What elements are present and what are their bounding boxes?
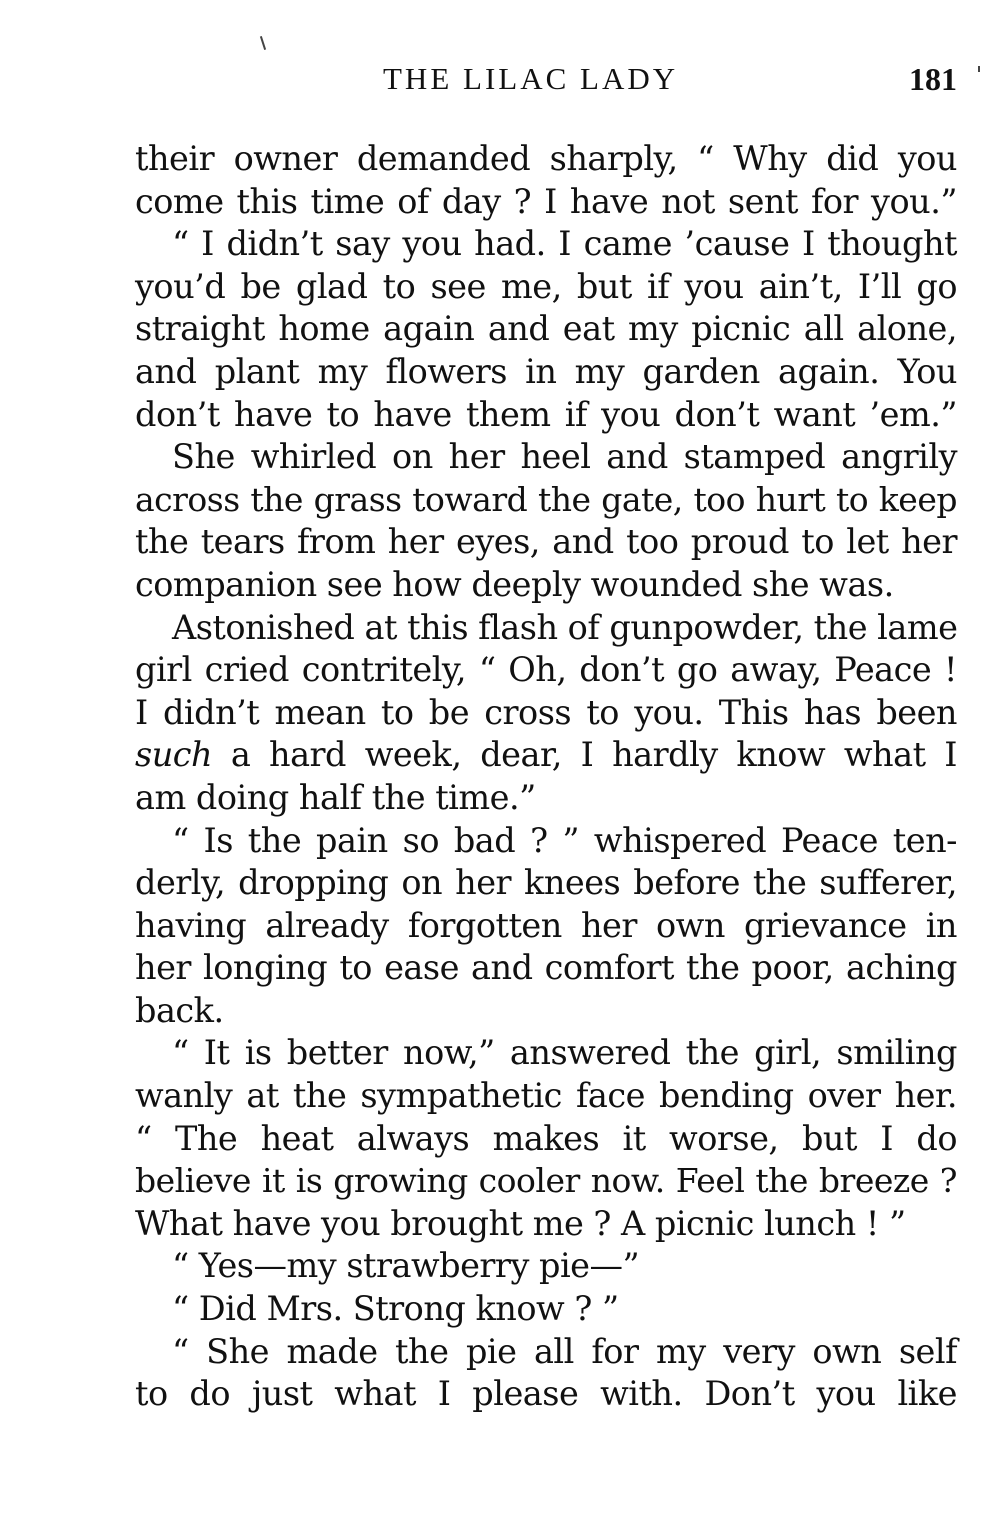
- running-head: THE LILAC LADY: [383, 61, 679, 96]
- text-line: “ It is better now,” answered the girl, smiling: [172, 1033, 957, 1073]
- text-line: back.: [135, 990, 224, 1030]
- text-line: “ Is the pain so bad ? ” whispered Peace ten-: [172, 820, 957, 860]
- page-header: [135, 56, 957, 102]
- text-line: “ Yes—my strawberry pie—”: [172, 1246, 640, 1286]
- scan-speck: [978, 66, 980, 72]
- text-line: her longing to ease and comfort the poor, aching: [135, 948, 957, 988]
- text-line: and plant my flowers in my garden again. You: [135, 351, 957, 391]
- emphasis-word: such: [135, 735, 213, 775]
- text-line: She whirled on her heel and stamped angrily: [172, 437, 957, 477]
- text-line: I didn’t mean to be cross to you. This has been: [135, 692, 957, 732]
- text-line: to do just what I please with. Don’t you like: [135, 1374, 957, 1414]
- text-line: come this time of day ? I have not sent for you.”: [135, 181, 957, 221]
- text-line: don’t have to have them if you don’t want ’em.”: [135, 394, 957, 434]
- text-line: “ Did Mrs. Strong know ? ”: [172, 1289, 619, 1329]
- text-line: “ She made the pie all for my very own self: [172, 1331, 957, 1371]
- text-line-rest: a hard week, dear, I hardly know what I: [212, 735, 957, 775]
- text-line: am doing half the time.”: [135, 777, 536, 817]
- text-line: believe it is growing cooler now. Feel the breeze ?: [135, 1161, 957, 1201]
- text-line: Astonished at this flash of gunpowder, the lame: [172, 607, 958, 647]
- text-line: girl cried contritely, “ Oh, don’t go away, Peace !: [135, 650, 957, 690]
- page-number: 181: [909, 61, 957, 97]
- body-text: [135, 138, 957, 1416]
- text-line: companion see how deeply wounded she was.: [135, 564, 894, 604]
- text-line: derly, dropping on her knees before the sufferer,: [135, 863, 957, 903]
- text-line: straight home again and eat my picnic all alone,: [135, 309, 957, 349]
- text-line: across the grass toward the gate, too hurt to keep: [135, 479, 957, 519]
- text-line: the tears from her eyes, and too proud to let her: [135, 522, 957, 562]
- text-line: wanly at the sympathetic face bending over her.: [135, 1076, 957, 1116]
- scan-speck: [260, 36, 266, 50]
- text-line: “ I didn’t say you had. I came ’cause I thought: [172, 224, 957, 264]
- text-line: What have you brought me ? A picnic lunch ! ”: [135, 1203, 906, 1243]
- text-line: [135, 734, 957, 777]
- text-line: having already forgotten her own grievance in: [135, 905, 957, 945]
- text-line: “ The heat always makes it worse, but I do: [135, 1118, 957, 1158]
- text-line: their owner demanded sharply, “ Why did you: [135, 139, 957, 178]
- text-line: you’d be glad to see me, but if you ain’t, I’ll go: [135, 266, 957, 306]
